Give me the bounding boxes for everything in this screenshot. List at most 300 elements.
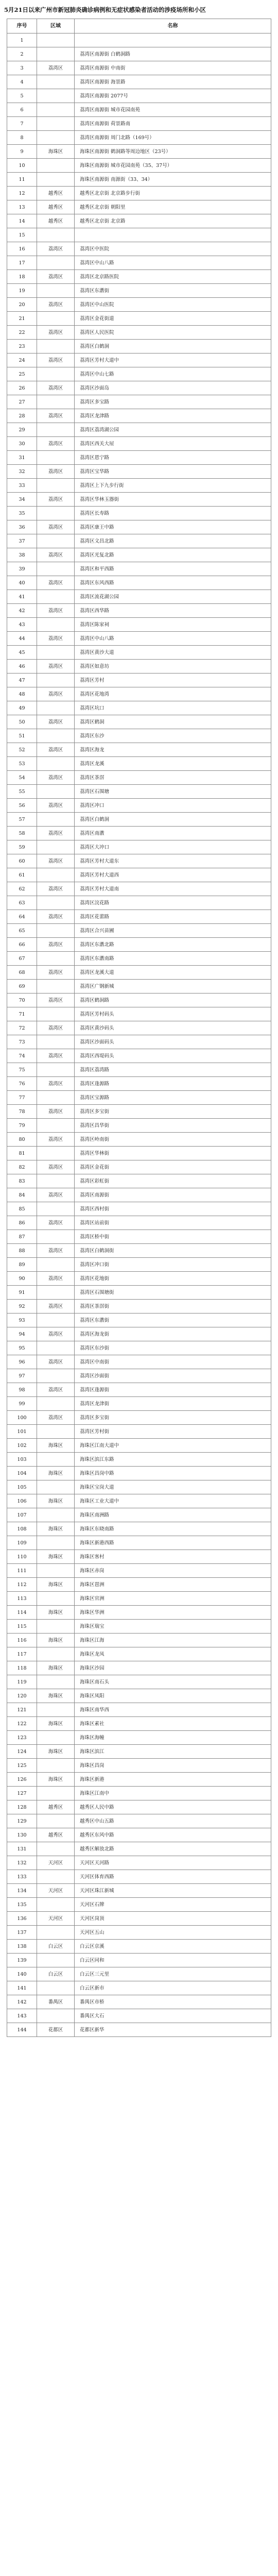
row-district: [37, 228, 75, 242]
row-number: 39: [7, 562, 37, 576]
row-number: 111: [7, 1564, 37, 1577]
row-district: 荔湾区: [37, 1300, 75, 1313]
table-row: [7, 1787, 271, 1800]
row-place: 越秀区北京街 北京路: [75, 214, 271, 228]
row-number: 117: [7, 1647, 37, 1661]
table-row: [7, 1286, 271, 1300]
row-place: 海珠区南石头: [75, 1675, 271, 1689]
places-table: [7, 19, 271, 2037]
row-district: [37, 1314, 75, 1327]
header-number: 序号: [7, 19, 37, 33]
row-district: [37, 1787, 75, 1800]
row-place: 荔湾区海龙: [75, 743, 271, 756]
row-number: 72: [7, 1021, 37, 1035]
row-place: [75, 33, 271, 47]
row-number: 38: [7, 548, 37, 562]
row-district: [37, 47, 75, 61]
row-number: 44: [7, 632, 37, 645]
row-number: 34: [7, 493, 37, 506]
row-number: 100: [7, 1411, 37, 1424]
row-place: 荔湾区白鹤洞: [75, 340, 271, 353]
row-place: 海珠区客村: [75, 1550, 271, 1563]
table-row: [7, 465, 271, 479]
row-district: [37, 1091, 75, 1104]
table-row: [7, 1411, 271, 1425]
row-place: 荔湾区龙津路: [75, 409, 271, 423]
row-district: 荔湾区: [37, 1383, 75, 1396]
row-number: 86: [7, 1216, 37, 1230]
row-district: 荔湾区: [37, 715, 75, 729]
row-number: 49: [7, 701, 37, 715]
row-district: 荔湾区: [37, 687, 75, 701]
row-place: 越秀区北京街 朝阳里: [75, 200, 271, 214]
row-number: 82: [7, 1160, 37, 1174]
table-row: [7, 910, 271, 924]
table-row: [7, 1884, 271, 1898]
row-number: 63: [7, 896, 37, 910]
table-row: [7, 1453, 271, 1467]
table-row: [7, 1842, 271, 1856]
row-place: 荔湾区黄沙码头: [75, 1021, 271, 1035]
row-district: [37, 980, 75, 993]
row-number: 10: [7, 159, 37, 172]
row-place: 荔湾区中医院: [75, 242, 271, 256]
row-place: 白云区三元里: [75, 1967, 271, 1981]
table-row: [7, 576, 271, 590]
table-row: [7, 423, 271, 437]
row-place: 荔湾区冲口街: [75, 1258, 271, 1271]
table-row: [7, 715, 271, 729]
row-number: 136: [7, 1912, 37, 1925]
row-place: 荔湾区石围塘: [75, 785, 271, 798]
row-number: 97: [7, 1369, 37, 1383]
row-place: 荔湾区金花街: [75, 1160, 271, 1174]
row-district: [37, 367, 75, 381]
row-number: 53: [7, 757, 37, 770]
row-place: 荔湾区冲口: [75, 799, 271, 812]
table-row: [7, 1995, 271, 2009]
row-number: 17: [7, 256, 37, 270]
row-number: 37: [7, 534, 37, 548]
row-district: [37, 1870, 75, 1883]
row-district: [37, 1647, 75, 1661]
row-district: [37, 1119, 75, 1132]
row-number: 104: [7, 1467, 37, 1480]
row-place: 荔湾区荔湾湖公园: [75, 423, 271, 436]
row-district: [37, 2009, 75, 2023]
table-row: [7, 1856, 271, 1870]
row-place: 荔湾区茶滘街: [75, 1300, 271, 1313]
row-district: 荔湾区: [37, 520, 75, 534]
row-district: [37, 674, 75, 687]
row-district: [37, 646, 75, 659]
row-number: 4: [7, 75, 37, 89]
row-number: 52: [7, 743, 37, 756]
table-row: [7, 437, 271, 451]
row-district: 荔湾区: [37, 1355, 75, 1369]
table-row: [7, 1063, 271, 1077]
row-number: 30: [7, 437, 37, 450]
row-district: [37, 340, 75, 353]
row-place: 海珠区素社: [75, 1717, 271, 1730]
table-row: [7, 785, 271, 799]
row-place: 荔湾区南源街 2077号: [75, 89, 271, 103]
row-district: [37, 1063, 75, 1076]
row-district: [37, 284, 75, 297]
row-place: 荔湾区海龙街: [75, 1327, 271, 1341]
table-row: [7, 1314, 271, 1327]
row-place: 海珠区南源街 鹤洞路等周边地区（23号）: [75, 145, 271, 158]
row-district: [37, 590, 75, 603]
row-district: 海珠区: [37, 1494, 75, 1508]
row-number: 25: [7, 367, 37, 381]
table-row: [7, 1021, 271, 1035]
row-number: 62: [7, 882, 37, 896]
row-place: 荔湾区岭南街: [75, 1133, 271, 1146]
row-place: 荔湾区南源街 白鹤洞路: [75, 47, 271, 61]
row-number: 42: [7, 604, 37, 617]
row-number: 140: [7, 1967, 37, 1981]
row-place: 海珠区江南大道中: [75, 1439, 271, 1452]
table-row: [7, 1912, 271, 1926]
row-district: [37, 159, 75, 172]
row-number: 106: [7, 1494, 37, 1508]
row-number: 139: [7, 1954, 37, 1967]
row-place: 荔湾区芳村码头: [75, 1007, 271, 1021]
table-row: [7, 1119, 271, 1133]
row-district: 荔湾区: [37, 409, 75, 423]
row-district: 越秀区: [37, 187, 75, 200]
row-place: 荔湾区光复北路: [75, 548, 271, 562]
row-place: 荔湾区东风西路: [75, 576, 271, 590]
row-number: 58: [7, 827, 37, 840]
row-number: 27: [7, 395, 37, 409]
table-row: [7, 353, 271, 367]
table-row: [7, 840, 271, 854]
row-number: 129: [7, 1814, 37, 1828]
table-row: [7, 298, 271, 312]
row-district: [37, 813, 75, 826]
row-district: 海珠区: [37, 1578, 75, 1591]
table-row: [7, 89, 271, 103]
table-row: [7, 1550, 271, 1564]
table-row: [7, 1689, 271, 1703]
table-row: [7, 618, 271, 632]
row-number: 96: [7, 1355, 37, 1369]
table-row: [7, 395, 271, 409]
row-district: 荔湾区: [37, 493, 75, 506]
row-place: 荔湾区鹤洞: [75, 715, 271, 729]
table-row: [7, 520, 271, 534]
table-row: [7, 409, 271, 423]
row-place: 荔湾区和平西路: [75, 562, 271, 576]
table-row: [7, 590, 271, 604]
table-row: [7, 1592, 271, 1606]
row-district: [37, 75, 75, 89]
row-place: 荔湾区西华路: [75, 604, 271, 617]
table-row: [7, 1620, 271, 1634]
row-place: 荔湾区南源街 海景路: [75, 75, 271, 89]
row-place: 荔湾区中山八路: [75, 632, 271, 645]
row-place: 天河区石牌: [75, 1898, 271, 1911]
row-district: [37, 89, 75, 103]
row-district: [37, 868, 75, 882]
row-place: 荔湾区花地街: [75, 1272, 271, 1285]
row-number: 115: [7, 1620, 37, 1633]
table-row: [7, 534, 271, 548]
row-number: 125: [7, 1759, 37, 1772]
row-number: 70: [7, 994, 37, 1007]
row-number: 50: [7, 715, 37, 729]
table-row: [7, 507, 271, 520]
row-district: 海珠区: [37, 1606, 75, 1619]
row-place: 海珠区赤岗: [75, 1564, 271, 1577]
row-number: 12: [7, 187, 37, 200]
row-district: [37, 1258, 75, 1271]
row-place: 海珠区南源街 城市花园南苑（35、37号）: [75, 159, 271, 172]
row-district: [37, 1981, 75, 1995]
row-place: 荔湾区沙面岛: [75, 381, 271, 395]
row-district: [37, 1341, 75, 1355]
row-district: 白云区: [37, 1940, 75, 1953]
header-district: 区域: [37, 19, 75, 33]
row-number: 78: [7, 1105, 37, 1118]
row-place: 荔湾区广钢新城: [75, 980, 271, 993]
row-number: 77: [7, 1091, 37, 1104]
table-row: [7, 214, 271, 228]
table-row: [7, 1508, 271, 1522]
row-district: [37, 1286, 75, 1299]
row-district: [37, 1508, 75, 1522]
row-place: 海珠区昌岗中路: [75, 1467, 271, 1480]
row-place: 荔湾区彩虹街: [75, 1174, 271, 1188]
row-district: 荔湾区: [37, 632, 75, 645]
row-number: 36: [7, 520, 37, 534]
row-number: 23: [7, 340, 37, 353]
row-district: [37, 1202, 75, 1216]
row-number: 55: [7, 785, 37, 798]
row-place: 荔湾区如意坊: [75, 660, 271, 673]
table-row: [7, 340, 271, 353]
row-district: 越秀区: [37, 214, 75, 228]
row-district: [37, 395, 75, 409]
row-number: 48: [7, 687, 37, 701]
row-place: 白云区同和: [75, 1954, 271, 1967]
table-row: [7, 1800, 271, 1814]
table-row: [7, 1439, 271, 1453]
row-number: 80: [7, 1133, 37, 1146]
row-district: [37, 1147, 75, 1160]
row-district: 海珠区: [37, 1522, 75, 1536]
row-place: 越秀区人民中路: [75, 1800, 271, 1814]
row-number: 68: [7, 966, 37, 979]
table-row: [7, 1467, 271, 1480]
row-district: [37, 117, 75, 130]
row-number: 7: [7, 117, 37, 130]
row-place: 荔湾区浣花路: [75, 896, 271, 910]
row-district: 荔湾区: [37, 353, 75, 367]
table-row: [7, 1244, 271, 1258]
row-place: 荔湾区龙溪大道: [75, 966, 271, 979]
table-row: [7, 854, 271, 868]
table-row: [7, 604, 271, 618]
row-number: 9: [7, 145, 37, 158]
row-place: 荔湾区中南街: [75, 1355, 271, 1369]
table-row: [7, 896, 271, 910]
table-row: [7, 117, 271, 131]
row-district: [37, 924, 75, 937]
row-district: 天河区: [37, 1912, 75, 1925]
row-district: 白云区: [37, 1967, 75, 1981]
table-header: [7, 19, 271, 33]
row-place: 荔湾区芳村大道西: [75, 868, 271, 882]
table-row: [7, 1647, 271, 1661]
table-row: [7, 757, 271, 771]
table-row: [7, 1759, 271, 1773]
row-place: 荔湾区华林街: [75, 1147, 271, 1160]
row-place: 荔湾区坑口: [75, 701, 271, 715]
row-number: 124: [7, 1745, 37, 1758]
row-number: 43: [7, 618, 37, 631]
row-number: 141: [7, 1981, 37, 1995]
row-place: 海珠区宝岗大道: [75, 1480, 271, 1494]
table-row: [7, 1188, 271, 1202]
table-row: [7, 1898, 271, 1912]
row-place: 天河区天河路: [75, 1856, 271, 1870]
row-number: 79: [7, 1119, 37, 1132]
row-district: [37, 1425, 75, 1438]
row-number: 13: [7, 200, 37, 214]
row-place: 荔湾区逢源路: [75, 1077, 271, 1090]
row-place: 海珠区滨江: [75, 1745, 271, 1758]
row-district: 荔湾区: [37, 1411, 75, 1424]
row-number: 6: [7, 103, 37, 116]
table-row: [7, 660, 271, 674]
row-district: [37, 507, 75, 520]
row-place: 番禺区大石: [75, 2009, 271, 2023]
row-place: 天河区珠江新城: [75, 1884, 271, 1897]
table-row: [7, 256, 271, 270]
row-place: 荔湾区南源街 荷景路南: [75, 117, 271, 130]
table-row: [7, 1397, 271, 1411]
table-row: [7, 1745, 271, 1759]
row-number: 81: [7, 1147, 37, 1160]
row-district: 荔湾区: [37, 1216, 75, 1230]
table-row: [7, 1814, 271, 1828]
row-place: 荔湾区茶滘: [75, 771, 271, 784]
page-title: 5月21日以来广州市新冠肺炎确诊病例和无症状感染者活动的涉疫场所和小区: [4, 6, 206, 13]
table-row: [7, 1522, 271, 1536]
table-row: [7, 966, 271, 980]
table-row: [7, 701, 271, 715]
row-district: 荔湾区: [37, 854, 75, 868]
row-number: 47: [7, 674, 37, 687]
row-number: 54: [7, 771, 37, 784]
row-place: 荔湾区东沙: [75, 729, 271, 743]
row-place: 荔湾区文昌北路: [75, 534, 271, 548]
row-district: 天河区: [37, 1884, 75, 1897]
row-place: 海珠区新港: [75, 1773, 271, 1786]
table-row: [7, 284, 271, 298]
row-district: 番禺区: [37, 1995, 75, 2009]
row-place: 荔湾区康王中路: [75, 520, 271, 534]
row-number: 142: [7, 1995, 37, 2009]
table-row: [7, 1105, 271, 1119]
row-place: 海珠区昌岗: [75, 1759, 271, 1772]
row-place: [75, 228, 271, 242]
row-number: 24: [7, 353, 37, 367]
row-number: 108: [7, 1522, 37, 1536]
row-district: 荔湾区: [37, 1133, 75, 1146]
row-number: 29: [7, 423, 37, 436]
table-row: [7, 1634, 271, 1647]
row-place: 荔湾区逢源街: [75, 1383, 271, 1396]
row-number: 64: [7, 910, 37, 923]
row-district: [37, 479, 75, 492]
table-row: [7, 771, 271, 785]
row-district: 荔湾区: [37, 910, 75, 923]
row-district: [37, 562, 75, 576]
table-row: [7, 799, 271, 813]
row-place: 海珠区东晓南路: [75, 1522, 271, 1536]
row-number: 46: [7, 660, 37, 673]
row-number: 121: [7, 1703, 37, 1716]
table-row: [7, 1536, 271, 1550]
table-row: [7, 924, 271, 938]
row-number: 56: [7, 799, 37, 812]
row-place: 荔湾区芳村大道中: [75, 353, 271, 367]
row-place: 荔湾区西堤码头: [75, 1049, 271, 1063]
row-place: 海珠区工业大道中: [75, 1494, 271, 1508]
row-number: 127: [7, 1787, 37, 1800]
row-district: [37, 1592, 75, 1605]
row-place: 荔湾区西关大屋: [75, 437, 271, 450]
row-number: 116: [7, 1634, 37, 1647]
table-row: [7, 548, 271, 562]
row-district: [37, 1842, 75, 1856]
row-number: 67: [7, 952, 37, 965]
row-district: 荔湾区: [37, 298, 75, 311]
row-place: 海珠区华洲: [75, 1606, 271, 1619]
row-number: 66: [7, 938, 37, 951]
row-number: 73: [7, 1035, 37, 1049]
row-place: 海珠区龙凤: [75, 1647, 271, 1661]
table-row: [7, 646, 271, 660]
row-district: [37, 1564, 75, 1577]
table-row: [7, 1049, 271, 1063]
table-row: [7, 242, 271, 256]
row-place: 荔湾区沙面街: [75, 1369, 271, 1383]
row-number: 33: [7, 479, 37, 492]
table-row: [7, 632, 271, 646]
row-place: 天河区五山: [75, 1926, 271, 1939]
table-row: [7, 1564, 271, 1578]
row-district: [37, 1675, 75, 1689]
row-number: 85: [7, 1202, 37, 1216]
row-number: 20: [7, 298, 37, 311]
table-row: [7, 1007, 271, 1021]
table-row: [7, 493, 271, 507]
row-number: 105: [7, 1480, 37, 1494]
row-district: 海珠区: [37, 1689, 75, 1703]
table-row: [7, 1703, 271, 1717]
row-place: 海珠区南洲路: [75, 1508, 271, 1522]
table-row: [7, 1272, 271, 1286]
row-number: 65: [7, 924, 37, 937]
row-place: 番禺区市桥: [75, 1995, 271, 2009]
row-number: 18: [7, 270, 37, 283]
table-row: [7, 173, 271, 187]
